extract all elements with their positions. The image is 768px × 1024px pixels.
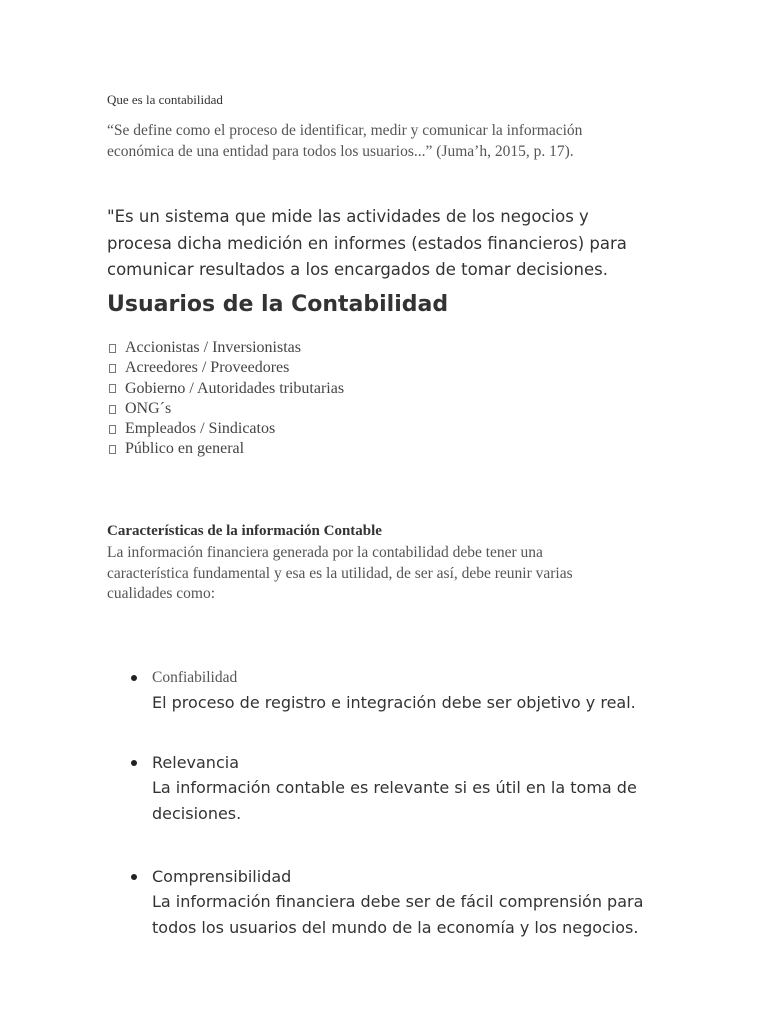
system-quote: "Es un sistema que mide las actividades de los negocios y procesa dicha medición en informes (estados financieros) para comunicar resultados a los encargados de tomar decisiones. (107, 207, 627, 279)
missing-glyph-icon (109, 344, 116, 353)
list-item (107, 358, 344, 378)
missing-glyph-icon (109, 425, 116, 434)
quality-name: Comprensibilidad (152, 867, 292, 886)
missing-glyph-icon (109, 445, 116, 454)
quality-description: El proceso de registro e integración debe ser objetivo y real. (152, 693, 636, 712)
list-item-label: Acreedores / Proveedores (125, 359, 290, 377)
missing-glyph-icon (109, 364, 116, 373)
list-item-label: Gobierno / Autoridades tributarias (125, 379, 345, 397)
list-item-label: ONG´s (125, 399, 172, 417)
quality-item (107, 751, 647, 827)
list-item-label: Accionistas / Inversionistas (125, 339, 301, 356)
quality-name: Confiabilidad (152, 669, 238, 686)
bullet-icon (131, 874, 137, 880)
quality-item (107, 865, 647, 941)
bullet-icon (131, 760, 137, 766)
users-heading: Usuarios de la Contabilidad (107, 292, 449, 317)
list-item-label: Empleados / Sindicatos (125, 420, 276, 438)
characteristics-heading: Características de la información Contable (107, 523, 382, 539)
quality-name: Relevancia (152, 753, 239, 772)
missing-glyph-icon (109, 384, 116, 393)
section-title: Que es la contabilidad (107, 92, 223, 107)
list-item-label: Público en general (125, 440, 245, 458)
list-item (107, 439, 344, 459)
list-item (107, 399, 344, 419)
users-list (107, 338, 344, 460)
missing-glyph-icon (109, 405, 116, 414)
definition-quote: “Se define como el proceso de identificar, medir y comunicar la información económica de una entidad para todos los usuarios...” (Juma’h, 2015, p. 17). (107, 122, 583, 160)
qualities-list (107, 666, 647, 941)
list-item (107, 419, 344, 439)
characteristics-intro: La información financiera generada por la contabilidad debe tener una característica fundamental y esa es la utilidad, de ser así, debe reunir varias cualidades como: (107, 544, 573, 602)
quality-description: La información contable es relevante si es útil en la toma de decisiones. (152, 778, 637, 823)
list-item (107, 379, 344, 399)
quality-description: La información financiera debe ser de fácil comprensión para todos los usuarios del mundo de la economía y los negocios. (152, 892, 644, 937)
list-item (107, 338, 344, 358)
bullet-icon (131, 675, 137, 681)
quality-item (107, 666, 647, 716)
